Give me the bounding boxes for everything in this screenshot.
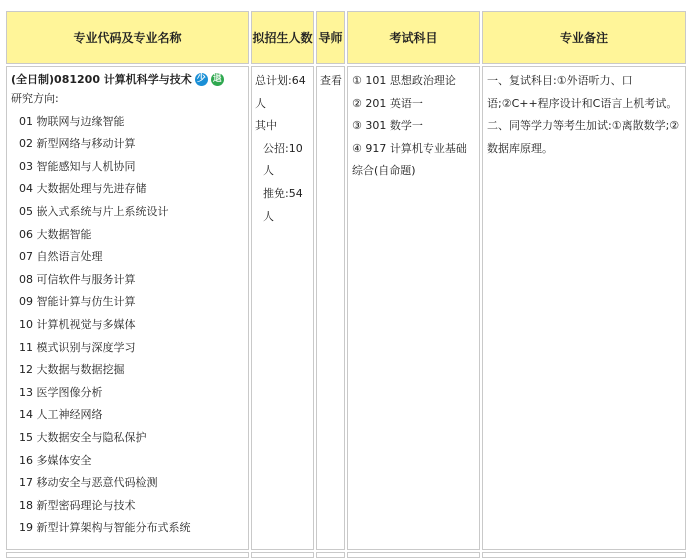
direction-item: 04 大数据处理与先进存储 (19, 182, 147, 196)
direction-item: 01 物联网与边缘智能 (19, 114, 125, 128)
stub-cell (347, 552, 480, 558)
header-row (6, 11, 686, 64)
subject-item: ① 101 思想政治理论 (352, 74, 456, 87)
subjects-list (348, 67, 479, 183)
major-cell (6, 66, 249, 550)
major-row (6, 66, 686, 550)
subjects-cell (347, 66, 480, 550)
badge-veteran-icon[interactable]: 退 (212, 73, 222, 84)
header-subjects: 考试科目 (347, 11, 480, 64)
direction-item: 08 可信软件与服务计算 (19, 272, 136, 286)
direction-item: 15 大数据安全与隐私保护 (19, 430, 147, 444)
remarks-text: 一、复试科目:①外语听力、口语;②C++程序设计和C语言上机考试。二、同等学力等考生加试:①离散数学;②数据库原理。 (487, 74, 680, 155)
plan-sub-label: 其中 (255, 119, 277, 133)
header-major: 专业代码及专业名称 (6, 11, 249, 64)
direction-item: 18 新型密码理论与技术 (19, 498, 136, 512)
plan-public: 公招:10人 (263, 141, 303, 178)
major-title-text: (全日制)081200 计算机科学与技术 (11, 73, 192, 86)
plan-content (252, 67, 313, 228)
direction-item: 19 新型计算架构与智能分布式系统 (19, 521, 191, 535)
subject-item: ③ 301 数学一 (352, 119, 423, 133)
advisor-link[interactable]: 查看 (320, 74, 342, 87)
major-title (7, 67, 248, 88)
subject-item: ② 201 英语一 (352, 96, 423, 110)
direction-item: 11 模式识别与深度学习 (19, 340, 136, 354)
plan-recommend: 推免:54人 (263, 186, 303, 223)
directions-label: 研究方向: (11, 92, 59, 105)
direction-item: 02 新型网络与移动计算 (19, 137, 136, 151)
header-plan: 拟招生人数 (251, 11, 314, 64)
plan-total: 总计划:64人 (255, 74, 306, 110)
advisor-cell (316, 66, 345, 550)
stub-cell (482, 552, 686, 558)
program-table (4, 9, 688, 560)
subject-item: ④ 917 计算机专业基础综合(自命题) (352, 141, 467, 178)
direction-item: 12 大数据与数据挖掘 (19, 363, 125, 377)
direction-item: 13 医学图像分析 (19, 385, 103, 399)
direction-item: 17 移动安全与恶意代码检测 (19, 476, 158, 490)
direction-item: 14 人工神经网络 (19, 408, 103, 422)
stub-cell (316, 552, 345, 558)
plan-cell (251, 66, 314, 550)
direction-item: 07 自然语言处理 (19, 250, 103, 264)
direction-item: 03 智能感知与人机协同 (19, 159, 136, 173)
direction-item: 16 多媒体安全 (19, 453, 92, 467)
header-advisor: 导师 (316, 11, 345, 64)
stub-cell (251, 552, 314, 558)
direction-item: 09 智能计算与仿生计算 (19, 295, 136, 309)
header-remarks: 专业备注 (482, 11, 686, 64)
remarks-cell (482, 66, 686, 550)
badge-minority-icon[interactable]: 少 (196, 73, 206, 84)
direction-item: 05 嵌入式系统与片上系统设计 (19, 204, 169, 218)
next-row-stub (6, 552, 686, 558)
direction-item: 10 计算机视觉与多媒体 (19, 317, 136, 331)
stub-cell (6, 552, 249, 558)
direction-item: 06 大数据智能 (19, 227, 92, 241)
